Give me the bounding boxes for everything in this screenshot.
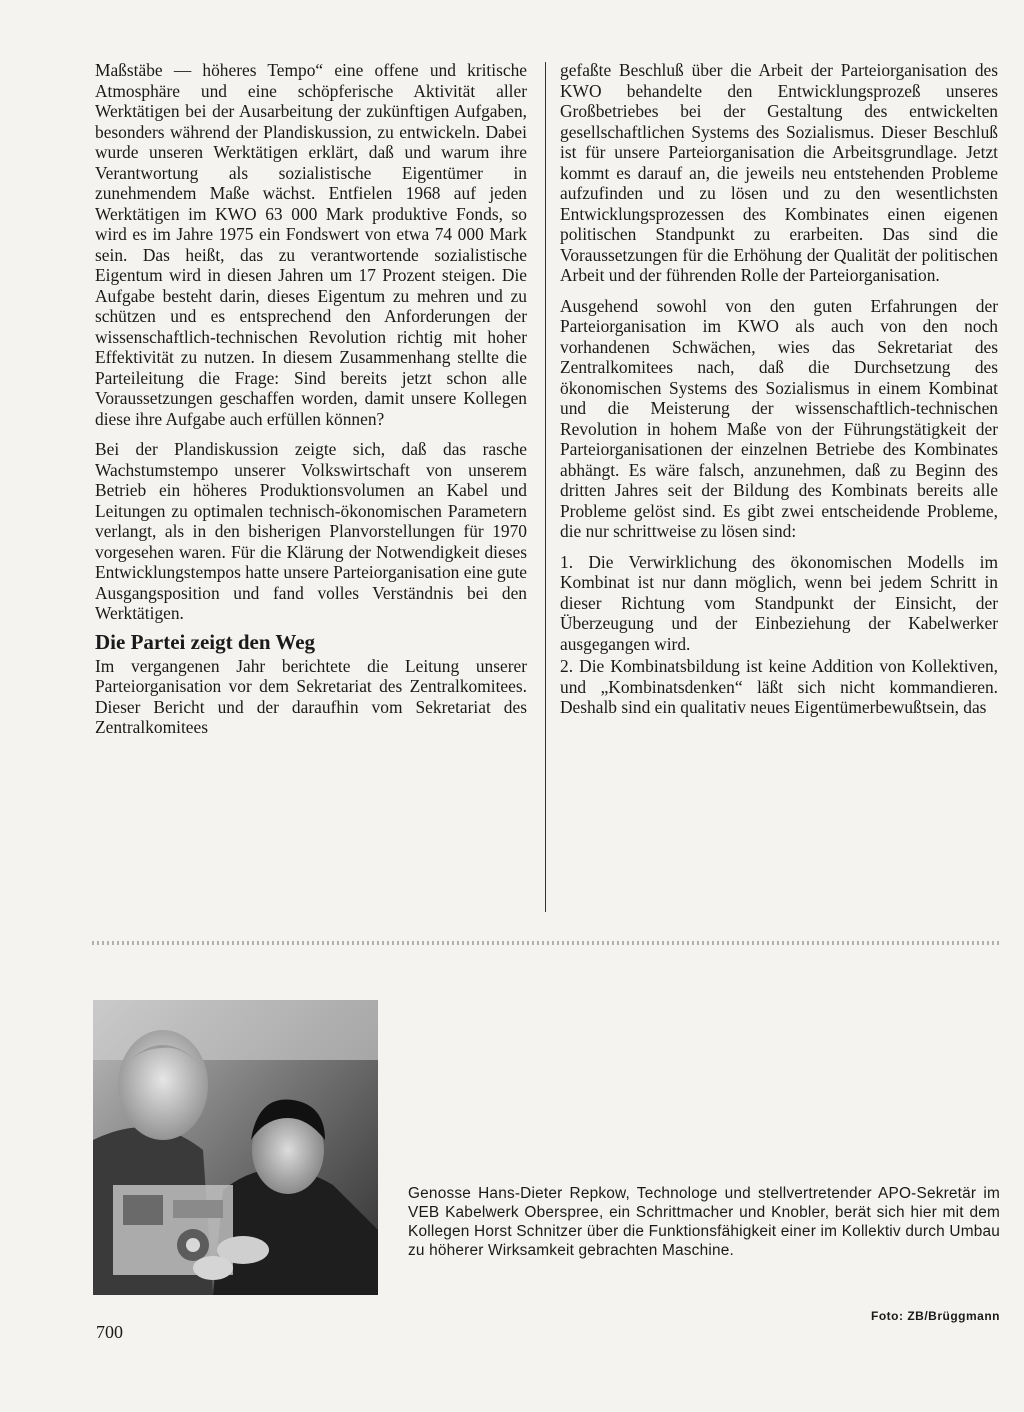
left-paragraph-2: Bei der Plandiskussion zeigte sich, daß das rasche Wachstumstempo unserer Volkswirtschaft von unserem Betrieb ein höheres Produktionsvolumen an Kabel und Leitungen zu optimalen technisch-ökonomischen Parametern verlangt, als in den bisherigen Planvorstellungen für 1970 vorgesehen waren. Für die Klärung der Notwendigkeit dieses Entwicklungstempos hatte unsere Parteiorganisation eine gute Ausgangsposition und fand volles Verständnis bei den Werktätigen. bbox=[95, 439, 527, 623]
right-paragraph-2: Ausgehend sowohl von den guten Erfahrungen der Parteiorganisation im KWO als auch von den noch vorhandenen Schwächen, wies das Sekretariat des Zentralkomitees nach, daß die Durchsetzung des ökonomischen Systems des Sozialismus in einem Kombinat und die Meisterung der wissenschaftlich-technischen Revolution in hohem Maße von der Führungstätigkeit der Parteiorganisationen der einzelnen Betriebe des Kombinates abhängt. Es wäre falsch, anzunehmen, daß zu Beginn des dritten Jahres seit der Bildung des Kombinats bereits alle Probleme gelöst sind. Es gibt zwei entscheidende Probleme, die nur schrittweise zu lösen sind: bbox=[560, 295, 998, 541]
page-number: 700 bbox=[96, 1322, 123, 1342]
section-heading: Die Partei zeigt den Weg bbox=[95, 629, 316, 654]
left-paragraph-1: Maßstäbe — höheres Tempo“ eine offene und kritische Atmosphäre und eine schöpferische Aktivität aller Werktätigen bei der Ausarbeitung der zukünftigen Aufgaben, besonders während der Plandiskussion, zu entwickeln. Dabei wurde unseren Werktätigen erklärt, daß und warum ihre Verantwortung als sozialistische Eigentümer in zunehmendem Maße wächst. Entfielen 1968 auf jeden Werktätigen im KWO 63 000 Mark produktive Fonds, so wird es im Jahre 1975 ein Fondswert von etwa 74 000 Mark sein. Das heißt, das zu verantwortende sozialistische Eigentum wird in diesen Jahren um 17 Prozent steigen. Die Aufgabe besteht darin, dieses Eigentum zu mehren und zu schützen und es entsprechend den Anforderungen der wissenschaftlich-technischen Revolution richtig mit hoher Effektivität zu nutzen. In diesem Zusammenhang stellte die Parteileitung die Frage: Sind bereits jetzt schon alle Voraussetzungen geschaffen worden, damit unsere Kollegen diese ihre Aufgabe auch erfüllen können? bbox=[95, 60, 527, 429]
right-paragraph-1: gefaßte Beschluß über die Arbeit der Parteiorganisation des KWO behandelte den Entwicklungsprozeß unseres Großbetriebes bei der Gestaltung des entwickelten gesellschaftlichen Systems des Sozialismus. Dieser Beschluß ist für unsere Parteiorganisation die Arbeitsgrundlage. Jetzt kommt es darauf an, die jeweils neu entstehenden Probleme aufzufinden und zu lösen und zu den wesentlichsten Entwicklungsprozessen des Kombinates einen eigenen politischen Standpunkt zu erarbeiten. Das sind die Voraussetzungen für die Erhöhung der Qualität der politischen Arbeit und der führenden Rolle der Parteiorganisation. bbox=[560, 60, 998, 285]
left-paragraph-3: Im vergangenen Jahr berichtete die Leitung unserer Parteiorganisation vor dem Sekretariat des Zentralkomitees. Dieser Bericht und der daraufhin vom Sekretariat des Zentralkomitees bbox=[95, 655, 527, 737]
right-column bbox=[560, 60, 998, 728]
photo-two-workers-at-machine bbox=[93, 1000, 378, 1295]
right-paragraph-4: 2. Die Kombinatsbildung ist keine Addition von Kollektiven, und „Kombinatsdenken“ läßt sich nicht kommandieren. Deshalb sind ein qualitativ neues Eigentümerbewußtsein, das bbox=[560, 656, 998, 717]
photo-illustration bbox=[93, 1000, 378, 1295]
left-column bbox=[95, 60, 527, 748]
right-paragraph-3: 1. Die Verwirklichung des ökonomischen Modells im Kombinat ist nur dann möglich, wenn bei jedem Schritt in dieser Richtung vom Standpunkt der Einsicht, der Überzeugung und der Einbeziehung der Kabelwerker ausgegangen wird. bbox=[560, 551, 998, 654]
photo-credit: Foto: ZB/Brüggmann bbox=[871, 1309, 1000, 1323]
column-divider bbox=[545, 62, 546, 912]
photo-caption: Genosse Hans-Dieter Repkow, Technologe und stellvertretender APO-Sekretär im VEB Kabelwerk Oberspree, ein Schrittmacher und Knobler, berät sich hier mit dem Kollegen Horst Schnitzer über die Funktionsfähigkeit einer im Kollektiv durch Umbau zu höherer Wirksamkeit gebrachten Maschine. bbox=[408, 1185, 1000, 1259]
dotted-separator bbox=[92, 941, 1000, 945]
